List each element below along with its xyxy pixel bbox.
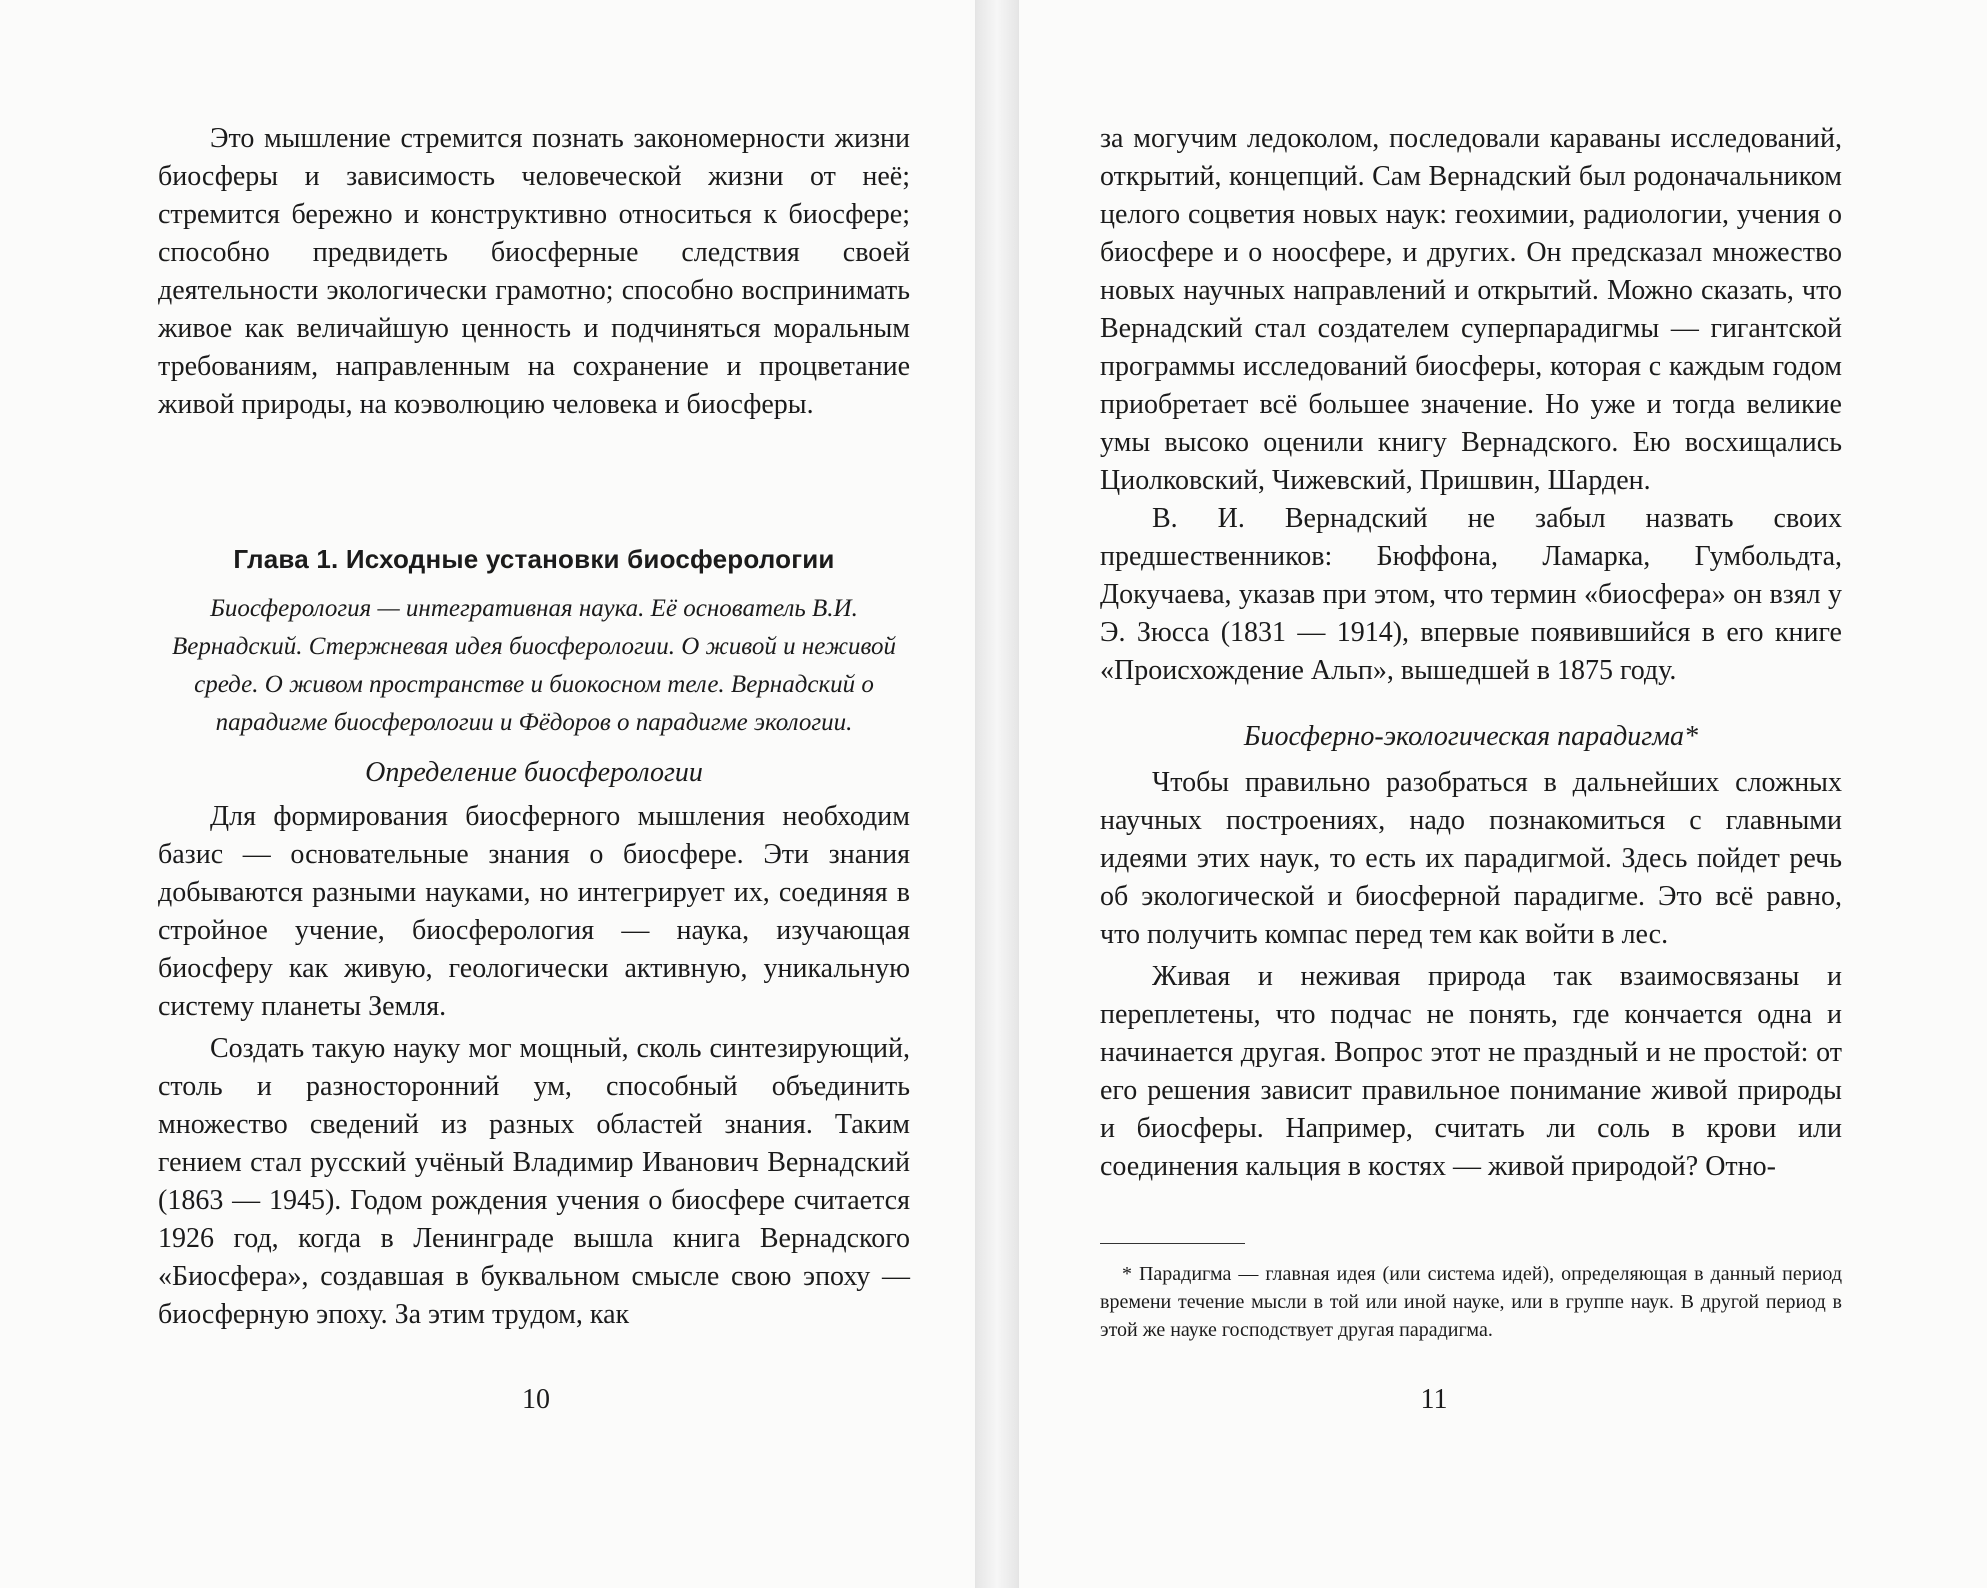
right-paragraph-1: Чтобы правильно разобраться в дальнейших сложных научных построениях, надо познакомиться с главными идеями этих наук, то есть их парадигмой. Здесь пойдет речь об экологической и биосферной парадигме. Это всё равно, что получить компас перед тем как войти в лес. — [1100, 767, 1842, 950]
page-number-left: 10 — [522, 1384, 550, 1415]
right-main-block — [1100, 120, 1842, 1186]
chapter-abstract: Биосферология — интегративная наука. Её основатель В.И. Вернадский. Стержневая идея биосферологии. О живой и неживой среде. О живом пространстве и биокосном теле. Вернадский о парадигме биосферологии и Фёдоров о парадигме экологии. — [172, 595, 896, 736]
chapter-title: Глава 1. Исходные установки биосферологии — [233, 544, 835, 574]
left-paragraph-2: Создать такую науку мог мощный, сколь синтезирующий, столь и разносторонний ум, способный объединить множество сведений из разных областей знания. Таким гением стал русский учёный Владимир Иванович Вернадский (1863 — 1945). Годом рождения учения о биосфере считается 1926 год, когда в Ленинграде вышла книга Вернадского «Биосфера», создавшая в буквальном смысле свою эпоху — биосферную эпоху. За этим трудом, как — [158, 1033, 910, 1330]
section-heading-definition: Определение биосферологии — [365, 757, 703, 788]
right-predecessors-paragraph: В. И. Вернадский не забыл назвать своих предшественников: Бюффона, Ламарка, Гумбольдта, Докучаева, указав при этом, что термин «биосфера» он взял у Э. Зюсса (1831 — 1914), впервые появившийся в его книге «Происхождение Альп», вышедшей в 1875 году. — [1100, 503, 1842, 686]
left-paragraph-1: Для формирования биосферного мышления необходим базис — основательные знания о биосфере. Эти знания добываются разными науками, но интегрирует их, соединяя в стройное учение, биосферология — наука, изучающая биосферу как живую, геологически активную, уникальную систему планеты Земля. — [158, 801, 910, 1022]
page-number-right: 11 — [1420, 1384, 1448, 1415]
chapter-block — [158, 540, 910, 1334]
right-continuation-paragraph: за могучим ледоколом, последовали караваны исследований, открытий, концепций. Сам Вернадский был родоначальником целого соцветия новых наук: геохимии, радиологии, учения о биосфере и о ноосфере, и других. Он предсказал множество новых научных направлений и открытий. Можно сказать, что Вернадский стал создателем суперпарадигмы — гигантской программы исследований биосферы, которая с каждым годом приобретает всё большее значение. Но уже и тогда великие умы высоко оценили книгу Вернадского. Ею восхищались Циолковский, Чижевский, Пришвин, Шарден. — [1100, 123, 1842, 496]
footnote-divider — [1100, 1243, 1245, 1244]
book-gutter — [976, 0, 1018, 1588]
intro-paragraph: Это мышление стремится познать закономерности жизни биосферы и зависимость человеческой жизни от неё; стремится бережно и конструктивно относиться к биосфере; способно предвидеть биосферные следствия своей деятельности экологически грамотно; способно воспринимать живое как величайшую ценность и подчиняться моральным требованиям, направленным на сохранение и процветание живой природы, на коэволюцию человека и биосферы. — [158, 123, 910, 420]
right-paragraph-2: Живая и неживая природа так взаимосвязаны и переплетены, что подчас не понять, где кончается одна и начинается другая. Вопрос этот не праздный и не простой: от его решения зависит правильное понимание живой природы и биосферы. Например, считать ли соль в крови или соединения кальция в костях — живой природой? Отно- — [1100, 961, 1842, 1182]
section-heading-paradigm: Биосферно-экологическая парадигма* — [1243, 721, 1699, 752]
left-intro-block — [158, 120, 910, 424]
footnote: * Парадигма — главная идея (или система идей), определяющая в данный период времени течение мысли в той или иной науке, или в группе наук. В другой период в этой же науке господствует другая парадигма. — [1100, 1263, 1842, 1341]
